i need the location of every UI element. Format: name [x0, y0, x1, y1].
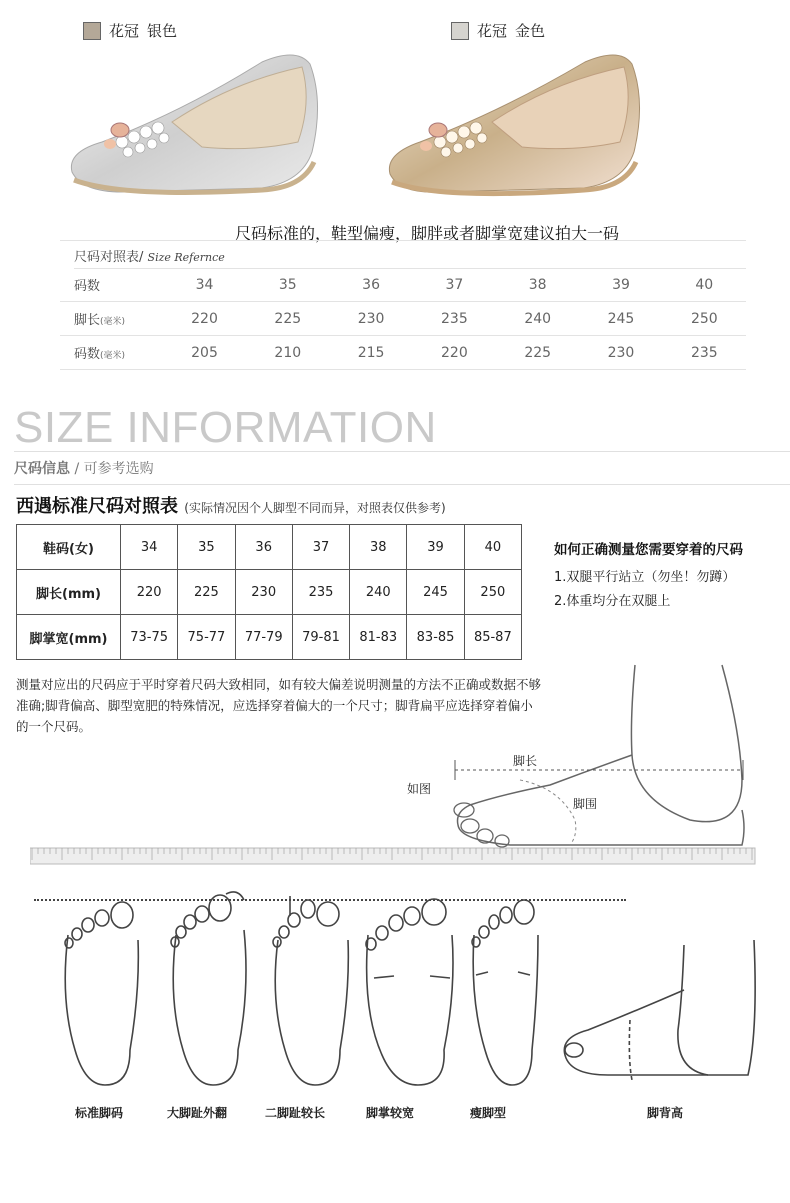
subtitle-bold: 尺码信息: [14, 461, 70, 477]
foot-types-illustration: [50, 880, 770, 1110]
reference-cell: 235: [413, 302, 496, 336]
measurement-note: 测量对应出的尺码应于平时穿着尺码大致相同，如有较大偏差说明测量的方法不正确或数据不够准确;脚背偏高、脚型宽肥的特殊情况，应选择穿着偏大的一个尺寸；脚背扁平应选择穿着偏小的一个尺码。: [16, 677, 542, 734]
reference-cell: 38: [496, 268, 579, 302]
reference-row-label: [60, 336, 163, 370]
size-information-subtitle: [14, 458, 154, 478]
standard-size-table: [16, 524, 522, 660]
fit-notice: 尺码标准的，鞋型偏瘦，脚胖或者脚掌宽建议拍大一码: [235, 224, 620, 243]
standard-foot-outline: [65, 902, 138, 1085]
reference-cell: 35: [246, 268, 329, 302]
standard-row: [17, 570, 522, 615]
reference-cell: 220: [413, 336, 496, 370]
divider: [14, 484, 790, 485]
reference-cell: 250: [663, 302, 746, 336]
standard-row-label: 脚长(mm): [17, 570, 121, 615]
standard-cell: 35: [178, 525, 235, 570]
reference-cell: 36: [329, 268, 412, 302]
standard-cell: 79-81: [292, 615, 349, 660]
standard-cell: 38: [350, 525, 407, 570]
gold-swatch: [451, 22, 469, 40]
reference-row: [60, 302, 746, 336]
foot-type-caption: 大脚趾外翻: [166, 1106, 227, 1120]
silver-swatch: [83, 22, 101, 40]
reference-cell: 34: [163, 268, 246, 302]
variant-color: 金色: [515, 22, 546, 40]
girth-label: 脚围: [573, 797, 598, 811]
row-label-text: 码数: [74, 279, 101, 294]
reference-row: [60, 336, 746, 370]
row-label-text: 码数: [74, 347, 101, 362]
how-to-step-2: 2.体重均分在双腿上: [554, 594, 671, 609]
reference-cell: 230: [329, 302, 412, 336]
standard-cell: 34: [121, 525, 178, 570]
foot-measure-diagram: [30, 660, 770, 890]
reference-cell: 205: [163, 336, 246, 370]
variant-name: 花冠: [477, 22, 508, 40]
standard-row-label: 鞋码(女): [17, 525, 121, 570]
reference-cell: 215: [329, 336, 412, 370]
silver-shoe-image: [62, 42, 328, 202]
standard-row-label: 脚掌宽(mm): [17, 615, 121, 660]
foot-type-caption: 标准脚码: [74, 1106, 123, 1120]
standard-cell: 77-79: [235, 615, 292, 660]
reference-table-heading: [74, 246, 746, 269]
standard-note: (实际情况因个人脚型不同而异，对照表仅供参考): [184, 501, 446, 515]
standard-title-text: 西遇标准尺码对照表: [16, 496, 178, 517]
reference-cell: 210: [246, 336, 329, 370]
reference-cell: 220: [163, 302, 246, 336]
standard-cell: 73-75: [121, 615, 178, 660]
reference-cell: 225: [246, 302, 329, 336]
row-unit-text: (毫米): [100, 351, 126, 361]
subtitle-rest: / 可参考选购: [70, 461, 154, 477]
variant-color: 银色: [147, 22, 178, 40]
reference-cell: 40: [663, 268, 746, 302]
reference-row-label: [60, 268, 163, 302]
standard-row: [17, 615, 522, 660]
row-label-text: 脚长: [74, 313, 101, 328]
reference-heading-en: Size Refernce: [147, 251, 225, 264]
standard-cell: 240: [350, 570, 407, 615]
standard-cell: 75-77: [178, 615, 235, 660]
reference-table: [60, 240, 746, 371]
reference-cell: 240: [496, 302, 579, 336]
standard-cell: 81-83: [350, 615, 407, 660]
reference-row-label: [60, 302, 163, 336]
standard-cell: 220: [121, 570, 178, 615]
as-shown-label: 如图: [407, 782, 432, 796]
standard-cell: 83-85: [407, 615, 464, 660]
standard-cell: 250: [464, 570, 521, 615]
how-to-step-1: 1.双腿平行站立（勿坐！勿蹲）: [554, 570, 736, 585]
standard-cell: 39: [407, 525, 464, 570]
reference-cell: 225: [496, 336, 579, 370]
length-label: 脚长: [513, 754, 538, 768]
foot-type-caption: 瘦脚型: [469, 1106, 506, 1120]
standard-cell: 225: [178, 570, 235, 615]
standard-cell: 245: [407, 570, 464, 615]
standard-cell: 36: [235, 525, 292, 570]
foot-type-caption: 脚背高: [646, 1106, 683, 1120]
variant-silver-label: [83, 20, 177, 41]
standard-cell: 230: [235, 570, 292, 615]
variant-gold-label: [451, 20, 545, 41]
standard-cell: 235: [292, 570, 349, 615]
row-unit-text: (毫米): [100, 317, 126, 327]
standard-cell: 40: [464, 525, 521, 570]
reference-heading-cn: 尺码对照表/: [74, 250, 144, 265]
foot-type-caption: 脚掌较宽: [365, 1106, 414, 1120]
foot-type-caption: 二脚趾较长: [264, 1106, 325, 1120]
gold-shoe-image: [380, 42, 648, 202]
divider: [14, 451, 790, 452]
reference-cell: 39: [579, 268, 662, 302]
reference-cell: 37: [413, 268, 496, 302]
standard-cell: 37: [292, 525, 349, 570]
reference-cell: 245: [579, 302, 662, 336]
standard-table-title: [16, 492, 446, 518]
how-to-title: 如何正确测量您需要穿着的尺码: [554, 542, 743, 558]
reference-table-grid: [60, 268, 746, 370]
reference-row: [60, 268, 746, 302]
variant-name: 花冠: [109, 22, 140, 40]
standard-row: [17, 525, 522, 570]
reference-cell: 230: [579, 336, 662, 370]
reference-cell: 235: [663, 336, 746, 370]
standard-cell: 85-87: [464, 615, 521, 660]
size-information-title: SIZE INFORMATION: [14, 403, 437, 452]
